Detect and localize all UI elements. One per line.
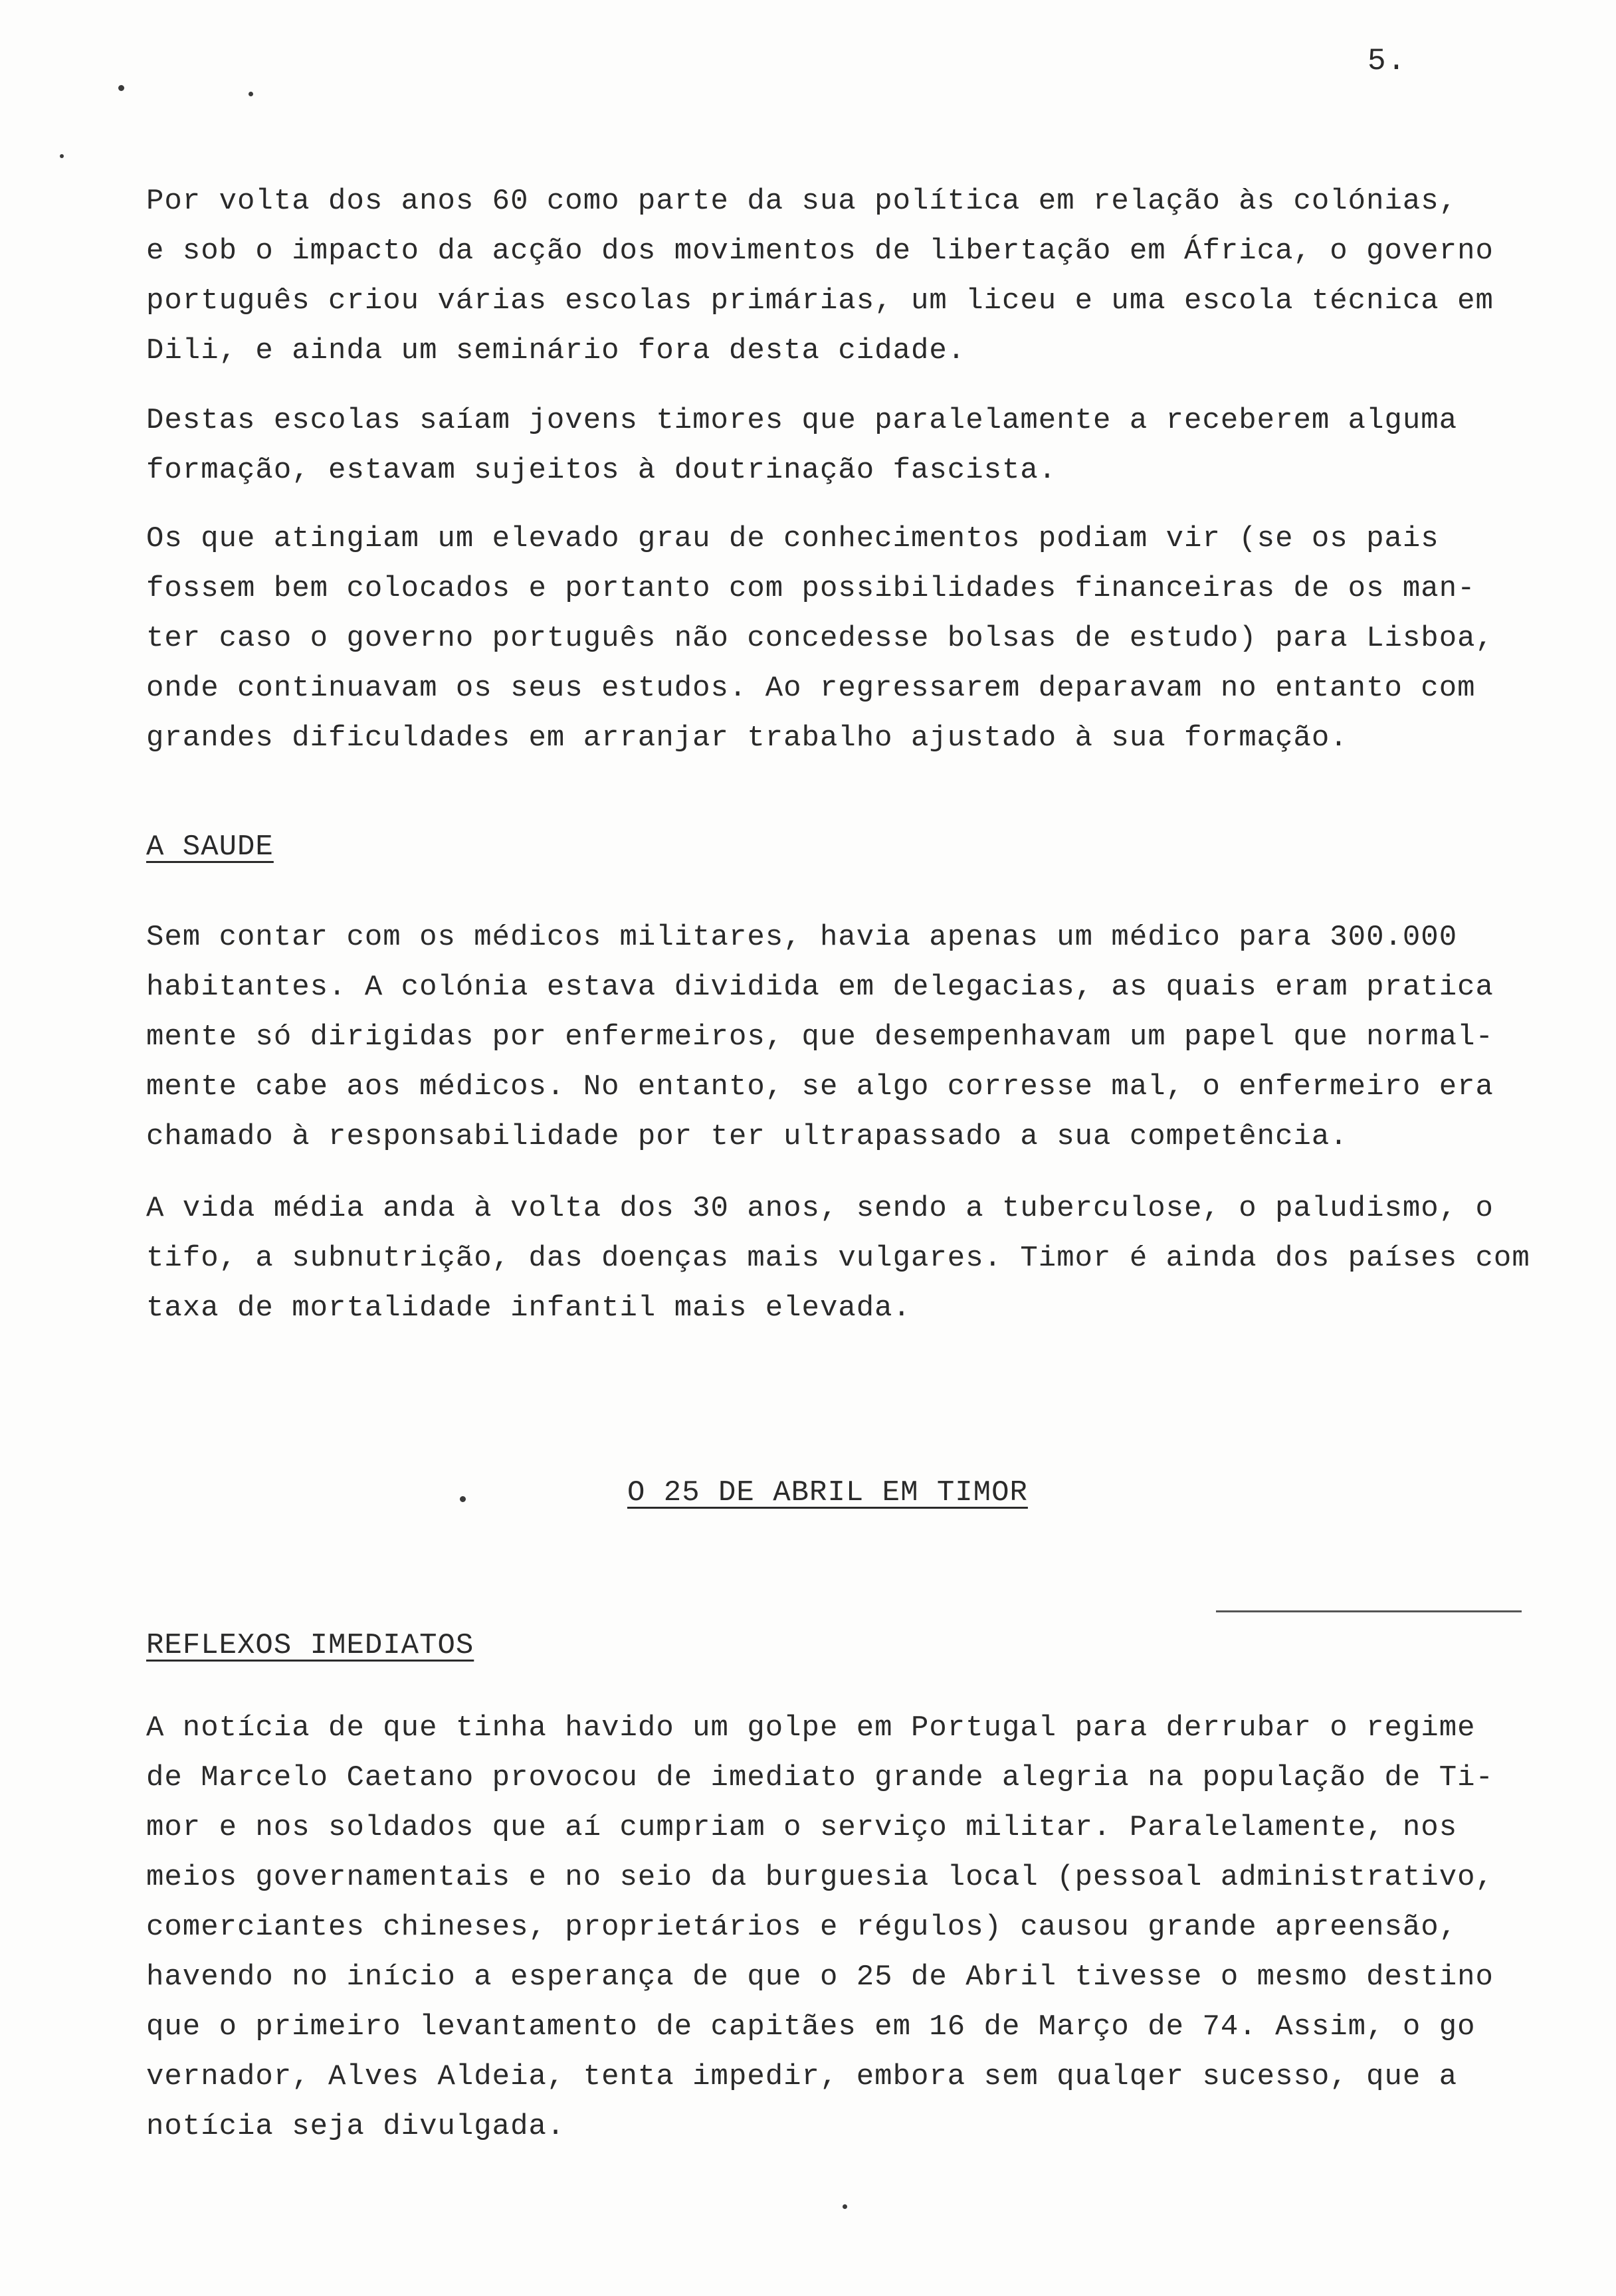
saude-section-2 (146, 1184, 1530, 1333)
saude-heading: A SAUDE (146, 830, 274, 864)
text-line: habitantes. A colónia estava dividida em delegacias, as quais eram pratica (146, 971, 1494, 1004)
text-line: ter caso o governo português não concedesse bolsas de estudo) para Lisboa, (146, 622, 1494, 655)
text-line: Por volta dos anos 60 como parte da sua política em relação às colónias, (146, 185, 1458, 218)
abril-title: O 25 DE ABRIL EM TIMOR (627, 1476, 1028, 1509)
margin-mark (249, 92, 253, 96)
page-number: 5. (1367, 44, 1407, 78)
text-line: Dili, e ainda um seminário fora desta cidade. (146, 334, 966, 367)
text-line: Destas escolas saíam jovens timores que paralelamente a receberem alguma (146, 404, 1458, 437)
text-line: chamado à responsabilidade por ter ultrapassado a sua competência. (146, 1120, 1348, 1153)
text-line: meios governamentais e no seio da burguesia local (pessoal administrativo, (146, 1861, 1494, 1894)
text-line: mente cabe aos médicos. No entanto, se algo corresse mal, o enfermeiro era (146, 1070, 1494, 1103)
text-line: notícia seja divulgada. (146, 2110, 565, 2143)
text-line: tifo, a subnutrição, das doenças mais vulgares. Timor é ainda dos países com (146, 1242, 1530, 1275)
margin-mark (843, 2204, 847, 2209)
text-line: comerciantes chineses, proprietários e régulos) causou grande apreensão, (146, 1911, 1458, 1944)
schools-section-3 (146, 514, 1494, 763)
paragraph (146, 1703, 1494, 2152)
text-line: Os que atingiam um elevado grau de conhecimentos podiam vir (se os pais (146, 522, 1439, 555)
paragraph (146, 1184, 1530, 1333)
paragraph (146, 913, 1494, 1162)
margin-mark (118, 85, 124, 91)
schools-section (146, 177, 1494, 376)
text-line: A vida média anda à volta dos 30 anos, sendo a tuberculose, o paludismo, o (146, 1192, 1494, 1225)
text-line: onde continuavam os seus estudos. Ao regressarem deparavam no entanto com (146, 672, 1476, 705)
text-line: que o primeiro levantamento de capitães em 16 de Março de 74. Assim, o go (146, 2010, 1476, 2044)
text-line: taxa de mortalidade infantil mais elevada. (146, 1292, 911, 1325)
text-line: A notícia de que tinha havido um golpe em Portugal para derrubar o regime (146, 1711, 1476, 1745)
text-line: formação, estavam sujeitos à doutrinação fascista. (146, 454, 1057, 487)
text-line: grandes dificuldades em arranjar trabalho ajustado à sua formação. (146, 721, 1348, 755)
text-line: de Marcelo Caetano provocou de imediato grande alegria na população de Ti- (146, 1761, 1494, 1794)
paragraph (146, 514, 1494, 763)
text-line: Sem contar com os médicos militares, havia apenas um médico para 300.000 (146, 921, 1458, 954)
text-line: vernador, Alves Aldeia, tenta impedir, embora sem qualqer sucesso, que a (146, 2060, 1458, 2093)
saude-section (146, 913, 1494, 1162)
text-line: e sob o impacto da acção dos movimentos de libertação em África, o governo (146, 235, 1494, 268)
text-line: havendo no início a esperança de que o 25 de Abril tivesse o mesmo destino (146, 1961, 1494, 1994)
paragraph (146, 177, 1494, 376)
text-line: português criou várias escolas primárias, um liceu e uma escola técnica em (146, 284, 1494, 318)
margin-mark (60, 154, 64, 158)
paragraph (146, 396, 1488, 496)
text-line: mor e nos soldados que aí cumpriam o serviço militar. Paralelamente, nos (146, 1811, 1458, 1844)
margin-mark (460, 1496, 466, 1502)
schools-section-2 (146, 396, 1488, 496)
reflexos-heading: REFLEXOS IMEDIATOS (146, 1629, 474, 1662)
text-line: mente só dirigidas por enfermeiros, que desempenhavam um papel que normal- (146, 1020, 1494, 1054)
divider-rule (1216, 1610, 1522, 1612)
reflexos-section (146, 1703, 1494, 2152)
text-line: fossem bem colocados e portanto com possibilidades financeiras de os man- (146, 572, 1476, 605)
